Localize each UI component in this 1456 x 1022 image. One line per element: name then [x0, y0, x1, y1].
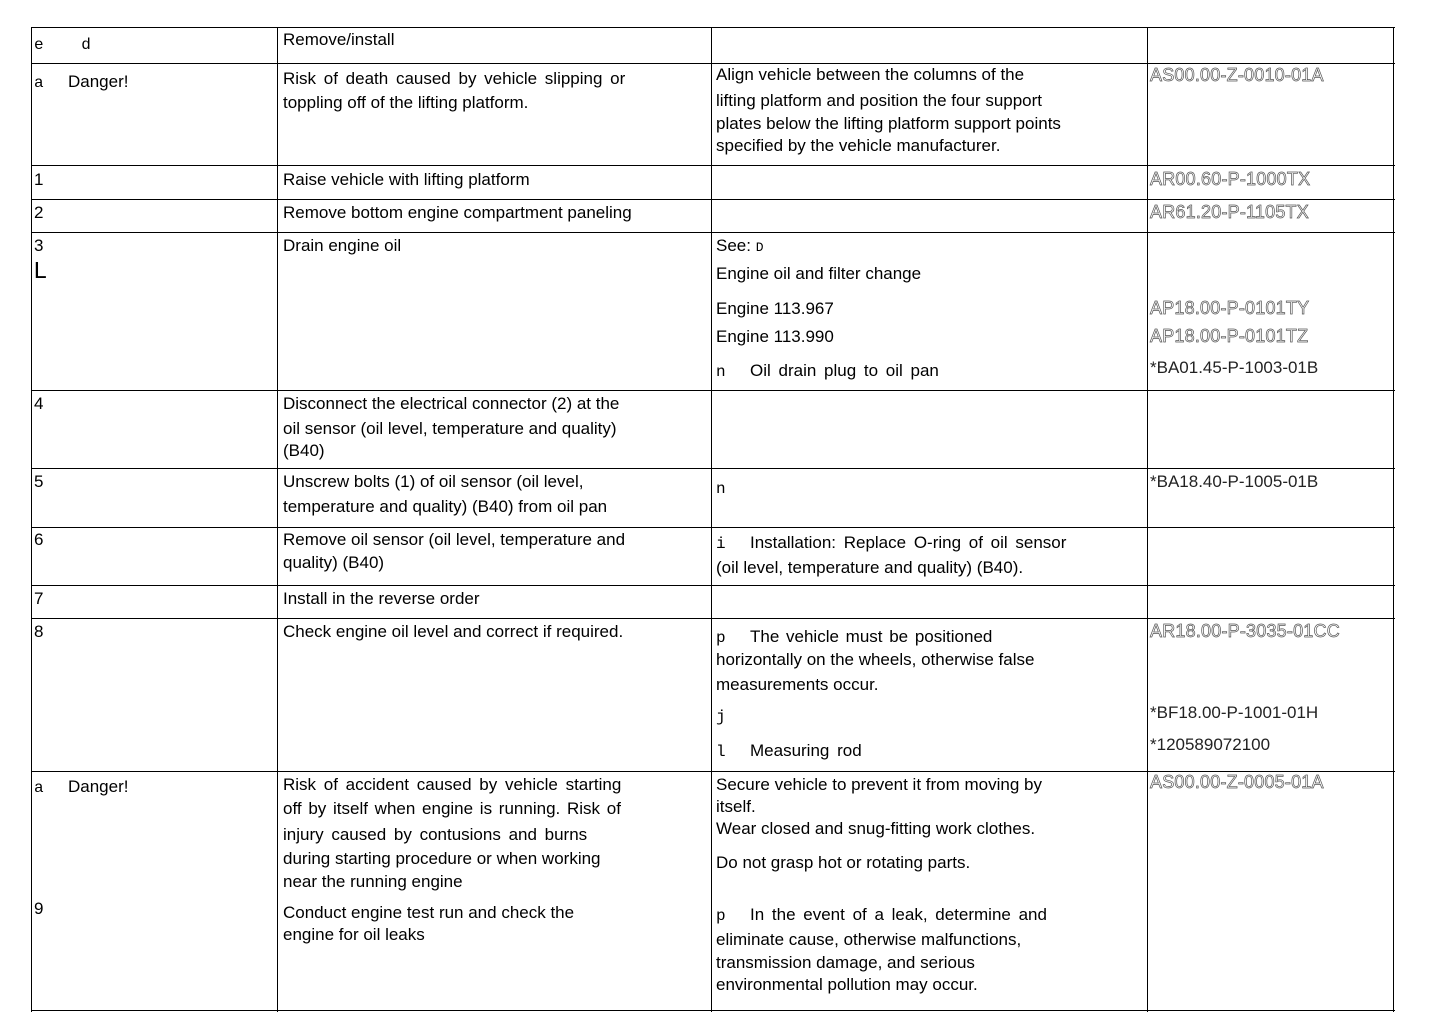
danger-measure-line: Align vehicle between the columns of the [716, 65, 1025, 84]
table-rule [31, 1010, 1395, 1011]
step-text-line: Disconnect the electrical connector (2) at the [283, 394, 620, 413]
danger-measure-line: lifting platform and position the four support [716, 91, 1043, 110]
reference-link[interactable]: AP18.00-P-0101TZ [1150, 326, 1309, 346]
danger-measure-line: Wear closed and snug-fitting work clothes. [716, 819, 1036, 838]
danger-text: Danger! [68, 777, 129, 796]
step-text: Remove bottom engine compartment paneling [283, 203, 632, 222]
step-text: Install in the reverse order [283, 589, 480, 608]
step-number: 9 [34, 899, 44, 918]
reference-link[interactable]: *120589072100 [1150, 735, 1271, 754]
table-rule [31, 199, 1395, 200]
danger-risk-line: during starting procedure or when working [283, 849, 601, 868]
notice-line: transmission damage, and serious [716, 953, 975, 972]
notice-line: horizontally on the wheels, otherwise false [716, 650, 1035, 669]
info-note-line: (oil level, temperature and quality) (B40). [716, 558, 1024, 577]
step-text-line: Remove oil sensor (oil level, temperature and [283, 530, 626, 549]
table-rule [31, 390, 1395, 391]
see-text[interactable]: Engine oil and filter change [716, 264, 922, 283]
table-rule [31, 618, 1395, 619]
special-tool-text: Measuring rod [750, 741, 862, 760]
danger-risk-line: injury caused by contusions and burns [283, 825, 588, 844]
step-text-line: Unscrew bolts (1) of oil sensor (oil level, [283, 472, 584, 491]
step-number: 2 [34, 203, 44, 222]
danger-risk-line: Risk of accident caused by vehicle starting [283, 775, 622, 794]
step-number: 8 [34, 622, 44, 641]
step-text-line: temperature and quality) (B40) from oil pan [283, 497, 608, 516]
lift-icon: L [33, 259, 48, 286]
step-number: 4 [34, 394, 44, 413]
step-text-line: oil sensor (oil level, temperature and quality) [283, 419, 617, 438]
tool-item [716, 704, 750, 729]
table-rule [31, 27, 32, 1012]
danger-label [34, 70, 128, 95]
table-rule [277, 27, 278, 1012]
see-reference [716, 234, 782, 259]
warning-icon: a [34, 74, 44, 92]
info-note [716, 531, 1066, 556]
notice-icon: p [716, 907, 726, 925]
torque-item [716, 359, 939, 384]
table-rule [31, 27, 1395, 28]
danger-risk-line: off by itself when engine is running. Risk of [283, 799, 621, 818]
step-number: 3 [34, 236, 44, 255]
step-number: 7 [34, 589, 44, 608]
step-text: Raise vehicle with lifting platform [283, 170, 530, 189]
table-rule [31, 468, 1395, 469]
reference-link[interactable]: *BF18.00-P-1001-01H [1150, 703, 1319, 722]
reference-link[interactable]: AS00.00-Z-0010-01A [1150, 65, 1324, 85]
step-text-line: engine for oil leaks [283, 925, 425, 944]
step-text: Drain engine oil [283, 236, 402, 255]
notice-text: The vehicle must be positioned [750, 627, 993, 646]
reference-link[interactable]: AR00.60-P-1000TX [1150, 169, 1311, 189]
reference-link[interactable]: *BA01.45-P-1003-01B [1150, 358, 1319, 377]
tool-icon: j [716, 708, 726, 726]
engine-variant: Engine 113.990 [716, 327, 834, 346]
table-rule [31, 165, 1395, 166]
danger-measure-line: plates below the lifting platform support points [716, 114, 1061, 133]
torque-icon: n [716, 363, 726, 381]
step-number: 5 [34, 472, 44, 491]
notice-line: eliminate cause, otherwise malfunctions, [716, 930, 1022, 949]
page-title: Remove/install [283, 30, 395, 49]
info-icon: i [716, 535, 726, 553]
danger-label [34, 775, 128, 800]
danger-measure-line: Do not grasp hot or rotating parts. [716, 853, 971, 872]
notice-line: environmental pollution may occur. [716, 975, 978, 994]
step-text-line: quality) (B40) [283, 553, 385, 572]
step-text: Check engine oil level and correct if required. [283, 622, 624, 641]
table-rule [1393, 27, 1394, 1012]
header-symbols-text: e d [34, 36, 105, 54]
torque-text: Oil drain plug to oil pan [750, 361, 939, 380]
torque-item [716, 476, 750, 501]
table-rule [1147, 27, 1148, 1012]
notice-note [716, 903, 1047, 928]
reference-link[interactable]: AP18.00-P-0101TY [1150, 298, 1310, 318]
table-rule [31, 232, 1395, 233]
danger-risk-line: near the running engine [283, 872, 463, 891]
notice-note [716, 625, 992, 650]
step-text-line: Conduct engine test run and check the [283, 903, 575, 922]
info-note-text: Installation: Replace O-ring of oil sensor [750, 533, 1067, 552]
document-icon: D [755, 240, 764, 255]
danger-measure-line: itself. [716, 797, 756, 816]
danger-measure-line: specified by the vehicle manufacturer. [716, 136, 1001, 155]
step-text-line: (B40) [283, 441, 325, 460]
step-number: 1 [34, 170, 44, 189]
reference-link[interactable]: *BA18.40-P-1005-01B [1150, 472, 1319, 491]
notice-text: In the event of a leak, determine and [750, 905, 1047, 924]
table-rule [31, 527, 1395, 528]
danger-text: Danger! [68, 72, 129, 91]
notice-icon: p [716, 629, 726, 647]
warning-icon: a [34, 779, 44, 797]
reference-link[interactable]: AR61.20-P-1105TX [1150, 202, 1309, 222]
danger-measure-line: Secure vehicle to prevent it from moving by [716, 775, 1042, 794]
special-tool-item [716, 739, 862, 764]
header-symbols [34, 32, 105, 57]
notice-line: measurements occur. [716, 675, 879, 694]
special-tool-icon: l [716, 743, 726, 761]
danger-risk-line: toppling off of the lifting platform. [283, 93, 529, 112]
danger-risk-line: Risk of death caused by vehicle slipping or [283, 69, 626, 88]
torque-icon: n [716, 480, 726, 498]
reference-link[interactable]: AS00.00-Z-0005-01A [1150, 772, 1324, 792]
see-label: See: [716, 236, 751, 255]
engine-variant: Engine 113.967 [716, 299, 834, 318]
step-number: 6 [34, 530, 44, 549]
reference-link[interactable]: AR18.00-P-3035-01CC [1150, 621, 1340, 641]
table-rule [31, 585, 1395, 586]
table-rule [711, 27, 712, 1012]
